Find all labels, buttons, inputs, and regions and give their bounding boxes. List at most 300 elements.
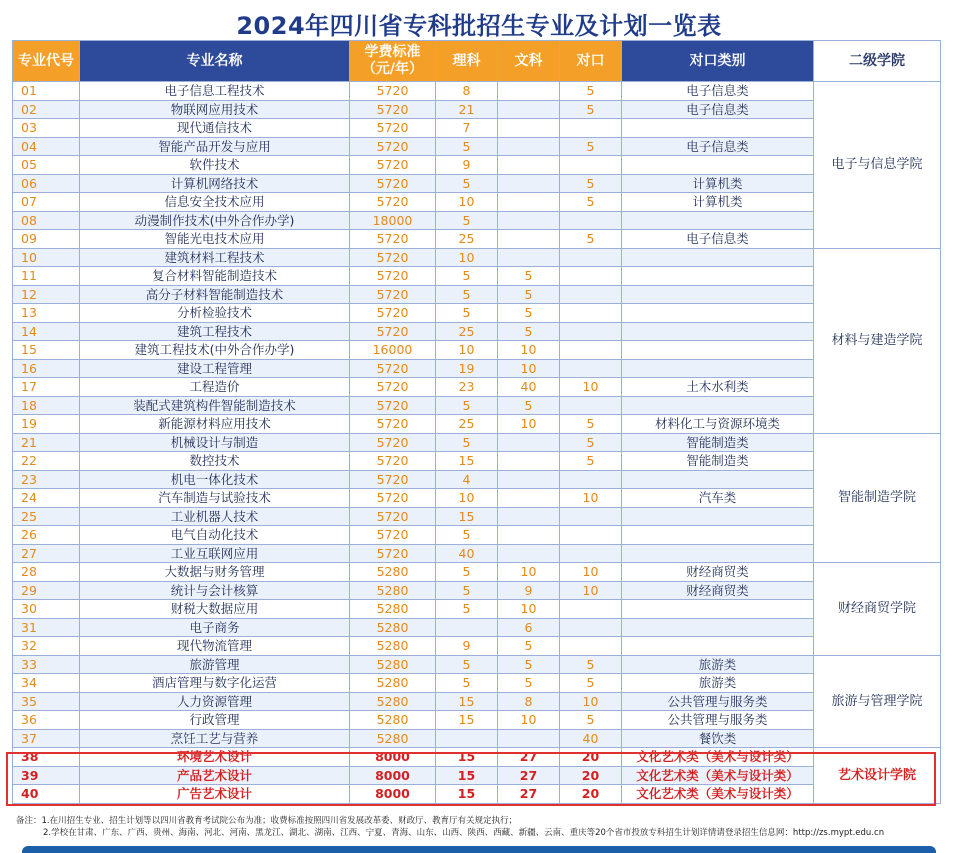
table-row (13, 581, 941, 600)
arts-cell: 6 (498, 618, 560, 637)
code-cell: 11 (13, 267, 80, 286)
vocational-cell: 20 (560, 766, 622, 785)
name-cell: 广告艺术设计 (80, 785, 350, 804)
science-cell: 5 (436, 563, 498, 582)
fee-cell: 5720 (350, 322, 436, 341)
science-cell: 8 (436, 82, 498, 101)
code-cell: 16 (13, 359, 80, 378)
arts-cell (498, 507, 560, 526)
name-cell: 建筑材料工程技术 (80, 248, 350, 267)
name-cell: 工业机器人技术 (80, 507, 350, 526)
arts-cell: 5 (498, 396, 560, 415)
science-cell: 5 (436, 211, 498, 230)
fee-cell: 5280 (350, 674, 436, 693)
category-cell: 电子信息类 (622, 82, 814, 101)
table-row (13, 470, 941, 489)
name-cell: 物联网应用技术 (80, 100, 350, 119)
science-cell: 15 (436, 711, 498, 730)
table-row (13, 267, 941, 286)
fee-cell: 5280 (350, 563, 436, 582)
name-cell: 建筑工程技术 (80, 322, 350, 341)
header-science: 理科 (436, 41, 498, 82)
science-cell: 25 (436, 230, 498, 249)
vocational-cell (560, 341, 622, 360)
name-cell: 工程造价 (80, 378, 350, 397)
vocational-cell: 10 (560, 581, 622, 600)
fee-cell: 5720 (350, 193, 436, 212)
arts-cell (498, 452, 560, 471)
arts-cell: 27 (498, 766, 560, 785)
college-cell: 智能制造学院 (814, 433, 941, 563)
vocational-cell (560, 211, 622, 230)
footer-bar (22, 846, 936, 853)
table-row (13, 156, 941, 175)
vocational-cell (560, 507, 622, 526)
category-cell (622, 267, 814, 286)
table-row (13, 193, 941, 212)
vocational-cell: 5 (560, 452, 622, 471)
vocational-cell (560, 304, 622, 323)
code-cell: 09 (13, 230, 80, 249)
table-row (13, 433, 941, 452)
table-row (13, 100, 941, 119)
code-cell: 01 (13, 82, 80, 101)
category-cell (622, 341, 814, 360)
name-cell: 建筑工程技术(中外合作办学) (80, 341, 350, 360)
name-cell: 人力资源管理 (80, 692, 350, 711)
table-row (13, 655, 941, 674)
fee-cell: 5720 (350, 248, 436, 267)
vocational-cell (560, 322, 622, 341)
table-row (13, 359, 941, 378)
name-cell: 智能产品开发与应用 (80, 137, 350, 156)
code-cell: 05 (13, 156, 80, 175)
code-cell: 17 (13, 378, 80, 397)
science-cell: 10 (436, 248, 498, 267)
science-cell: 5 (436, 396, 498, 415)
vocational-cell: 5 (560, 82, 622, 101)
fee-cell: 5720 (350, 174, 436, 193)
fee-cell: 5720 (350, 396, 436, 415)
fee-cell: 5720 (350, 267, 436, 286)
vocational-cell: 10 (560, 563, 622, 582)
science-cell: 5 (436, 600, 498, 619)
name-cell: 汽车制造与试验技术 (80, 489, 350, 508)
table-row (13, 322, 941, 341)
science-cell: 5 (436, 581, 498, 600)
category-cell: 文化艺术类（美术与设计类） (622, 785, 814, 804)
code-cell: 23 (13, 470, 80, 489)
science-cell: 15 (436, 766, 498, 785)
code-cell: 13 (13, 304, 80, 323)
table-header-row (13, 41, 941, 82)
fee-cell: 5720 (350, 470, 436, 489)
science-cell: 5 (436, 174, 498, 193)
arts-cell: 27 (498, 748, 560, 767)
science-cell: 5 (436, 304, 498, 323)
fee-cell: 5720 (350, 285, 436, 304)
category-cell (622, 396, 814, 415)
category-cell: 旅游类 (622, 655, 814, 674)
arts-cell: 5 (498, 304, 560, 323)
table-row (13, 378, 941, 397)
arts-cell: 5 (498, 285, 560, 304)
arts-cell: 10 (498, 341, 560, 360)
table-row (13, 396, 941, 415)
fee-cell: 5280 (350, 692, 436, 711)
category-cell: 财经商贸类 (622, 563, 814, 582)
name-cell: 旅游管理 (80, 655, 350, 674)
fee-cell: 8000 (350, 748, 436, 767)
arts-cell: 5 (498, 637, 560, 656)
table-row (13, 711, 941, 730)
table-row (13, 526, 941, 545)
category-cell (622, 156, 814, 175)
vocational-cell (560, 544, 622, 563)
science-cell: 15 (436, 692, 498, 711)
vocational-cell (560, 248, 622, 267)
code-cell: 07 (13, 193, 80, 212)
vocational-cell: 5 (560, 674, 622, 693)
table-row (13, 600, 941, 619)
name-cell: 大数据与财务管理 (80, 563, 350, 582)
category-cell: 智能制造类 (622, 452, 814, 471)
vocational-cell (560, 156, 622, 175)
arts-cell: 8 (498, 692, 560, 711)
code-cell: 39 (13, 766, 80, 785)
code-cell: 03 (13, 119, 80, 138)
category-cell: 文化艺术类（美术与设计类） (622, 766, 814, 785)
vocational-cell: 5 (560, 193, 622, 212)
vocational-cell: 5 (560, 433, 622, 452)
fee-cell: 5280 (350, 711, 436, 730)
arts-cell: 5 (498, 655, 560, 674)
header-vocational: 对口 (560, 41, 622, 82)
vocational-cell: 5 (560, 655, 622, 674)
arts-cell (498, 526, 560, 545)
name-cell: 智能光电技术应用 (80, 230, 350, 249)
fee-cell: 5720 (350, 378, 436, 397)
category-cell: 公共管理与服务类 (622, 692, 814, 711)
fee-cell: 5280 (350, 655, 436, 674)
fee-cell: 5720 (350, 489, 436, 508)
fee-cell: 5280 (350, 581, 436, 600)
code-cell: 06 (13, 174, 80, 193)
name-cell: 酒店管理与数字化运营 (80, 674, 350, 693)
science-cell: 19 (436, 359, 498, 378)
name-cell: 复合材料智能制造技术 (80, 267, 350, 286)
table-row (13, 304, 941, 323)
code-cell: 18 (13, 396, 80, 415)
code-cell: 29 (13, 581, 80, 600)
code-cell: 34 (13, 674, 80, 693)
science-cell: 9 (436, 637, 498, 656)
vocational-cell: 5 (560, 100, 622, 119)
fee-cell: 5720 (350, 156, 436, 175)
code-cell: 08 (13, 211, 80, 230)
table-row (13, 766, 941, 785)
table-row (13, 285, 941, 304)
vocational-cell (560, 526, 622, 545)
name-cell: 财税大数据应用 (80, 600, 350, 619)
fee-cell: 5720 (350, 452, 436, 471)
category-cell: 公共管理与服务类 (622, 711, 814, 730)
name-cell: 装配式建筑构件智能制造技术 (80, 396, 350, 415)
table-row (13, 544, 941, 563)
vocational-cell (560, 119, 622, 138)
category-cell: 电子信息类 (622, 137, 814, 156)
name-cell: 电子信息工程技术 (80, 82, 350, 101)
code-cell: 22 (13, 452, 80, 471)
name-cell: 环境艺术设计 (80, 748, 350, 767)
fee-cell: 5720 (350, 82, 436, 101)
name-cell: 烹饪工艺与营养 (80, 729, 350, 748)
category-cell: 旅游类 (622, 674, 814, 693)
header-fee: 学费标准（元/年） (350, 41, 436, 82)
name-cell: 软件技术 (80, 156, 350, 175)
arts-cell: 10 (498, 600, 560, 619)
fee-cell: 5280 (350, 600, 436, 619)
science-cell (436, 618, 498, 637)
science-cell: 5 (436, 674, 498, 693)
science-cell: 15 (436, 507, 498, 526)
code-cell: 25 (13, 507, 80, 526)
name-cell: 数控技术 (80, 452, 350, 471)
table-row (13, 563, 941, 582)
note-line-1: 备注：1.在川招生专业、招生计划等以四川省教育考试院公布为准；收费标准按照四川省发展改革委、财政厅、教育厅有关规定执行； (16, 816, 518, 826)
vocational-cell: 10 (560, 489, 622, 508)
science-cell: 4 (436, 470, 498, 489)
category-cell (622, 211, 814, 230)
arts-cell (498, 729, 560, 748)
notes (16, 815, 951, 839)
code-cell: 10 (13, 248, 80, 267)
name-cell: 机电一体化技术 (80, 470, 350, 489)
vocational-cell: 20 (560, 785, 622, 804)
name-cell: 新能源材料应用技术 (80, 415, 350, 434)
name-cell: 统计与会计核算 (80, 581, 350, 600)
table-row (13, 119, 941, 138)
table-row (13, 415, 941, 434)
science-cell: 7 (436, 119, 498, 138)
category-cell (622, 637, 814, 656)
fee-cell: 18000 (350, 211, 436, 230)
table-row (13, 341, 941, 360)
code-cell: 19 (13, 415, 80, 434)
science-cell (436, 729, 498, 748)
name-cell: 高分子材料智能制造技术 (80, 285, 350, 304)
category-cell: 餐饮类 (622, 729, 814, 748)
table-row (13, 618, 941, 637)
code-cell: 31 (13, 618, 80, 637)
code-cell: 32 (13, 637, 80, 656)
category-cell (622, 507, 814, 526)
science-cell: 5 (436, 267, 498, 286)
arts-cell: 10 (498, 359, 560, 378)
vocational-cell: 5 (560, 711, 622, 730)
name-cell: 机械设计与制造 (80, 433, 350, 452)
table-row (13, 748, 941, 767)
category-cell (622, 322, 814, 341)
arts-cell (498, 137, 560, 156)
category-cell: 财经商贸类 (622, 581, 814, 600)
vocational-cell (560, 285, 622, 304)
code-cell: 14 (13, 322, 80, 341)
arts-cell: 5 (498, 267, 560, 286)
fee-cell: 8000 (350, 766, 436, 785)
table-row (13, 211, 941, 230)
science-cell: 23 (436, 378, 498, 397)
table-row (13, 230, 941, 249)
name-cell: 电子商务 (80, 618, 350, 637)
table-row (13, 729, 941, 748)
arts-cell (498, 174, 560, 193)
name-cell: 动漫制作技术(中外合作办学) (80, 211, 350, 230)
vocational-cell: 5 (560, 137, 622, 156)
table-row (13, 137, 941, 156)
table-row (13, 692, 941, 711)
arts-cell: 5 (498, 674, 560, 693)
fee-cell: 5720 (350, 359, 436, 378)
table-body (13, 82, 941, 804)
arts-cell (498, 489, 560, 508)
vocational-cell (560, 359, 622, 378)
arts-cell (498, 82, 560, 101)
category-cell (622, 470, 814, 489)
college-cell: 材料与建造学院 (814, 248, 941, 433)
science-cell: 25 (436, 415, 498, 434)
code-cell: 28 (13, 563, 80, 582)
fee-cell: 5720 (350, 544, 436, 563)
table-row (13, 248, 941, 267)
category-cell (622, 119, 814, 138)
code-cell: 40 (13, 785, 80, 804)
category-cell (622, 618, 814, 637)
code-cell: 12 (13, 285, 80, 304)
name-cell: 行政管理 (80, 711, 350, 730)
table-row (13, 174, 941, 193)
note-line-2: 2.学校在甘肃、广东、广西、贵州、海南、河北、河南、黑龙江、湖北、湖南、江西、宁夏、青海、山东、山西、陕西、西藏、新疆、云南、重庆等20个省市投放专科招生计划详情请登录招生信息网：http://zs.mypt.edu.cn (43, 828, 885, 838)
code-cell: 35 (13, 692, 80, 711)
vocational-cell: 5 (560, 174, 622, 193)
vocational-cell: 10 (560, 378, 622, 397)
name-cell: 现代物流管理 (80, 637, 350, 656)
code-cell: 27 (13, 544, 80, 563)
fee-cell: 5720 (350, 526, 436, 545)
category-cell: 材料化工与资源环境类 (622, 415, 814, 434)
science-cell: 21 (436, 100, 498, 119)
science-cell: 9 (436, 156, 498, 175)
science-cell: 15 (436, 748, 498, 767)
name-cell: 建设工程管理 (80, 359, 350, 378)
science-cell: 5 (436, 655, 498, 674)
vocational-cell: 40 (560, 729, 622, 748)
category-cell (622, 359, 814, 378)
table-row (13, 785, 941, 804)
arts-cell (498, 544, 560, 563)
arts-cell (498, 433, 560, 452)
code-cell: 37 (13, 729, 80, 748)
college-cell: 电子与信息学院 (814, 82, 941, 249)
vocational-cell: 20 (560, 748, 622, 767)
name-cell: 电气自动化技术 (80, 526, 350, 545)
science-cell: 15 (436, 785, 498, 804)
arts-cell: 10 (498, 711, 560, 730)
vocational-cell (560, 600, 622, 619)
fee-cell: 8000 (350, 785, 436, 804)
fee-cell: 5280 (350, 637, 436, 656)
code-cell: 33 (13, 655, 80, 674)
table-row (13, 637, 941, 656)
science-cell: 40 (436, 544, 498, 563)
name-cell: 分析检验技术 (80, 304, 350, 323)
arts-cell: 27 (498, 785, 560, 804)
code-cell: 30 (13, 600, 80, 619)
vocational-cell: 5 (560, 415, 622, 434)
vocational-cell (560, 637, 622, 656)
code-cell: 26 (13, 526, 80, 545)
table-row (13, 452, 941, 471)
name-cell: 计算机网络技术 (80, 174, 350, 193)
science-cell: 5 (436, 433, 498, 452)
vocational-cell: 10 (560, 692, 622, 711)
name-cell: 工业互联网应用 (80, 544, 350, 563)
vocational-cell (560, 470, 622, 489)
fee-cell: 5280 (350, 729, 436, 748)
table-row (13, 507, 941, 526)
science-cell: 5 (436, 526, 498, 545)
fee-cell: 5720 (350, 119, 436, 138)
fee-cell: 5720 (350, 137, 436, 156)
code-cell: 02 (13, 100, 80, 119)
enrollment-plan-table (12, 40, 941, 804)
science-cell: 5 (436, 285, 498, 304)
table-row (13, 674, 941, 693)
vocational-cell (560, 267, 622, 286)
header-name: 专业名称 (80, 41, 350, 82)
college-cell: 旅游与管理学院 (814, 655, 941, 748)
code-cell: 36 (13, 711, 80, 730)
header-voc-category: 对口类别 (622, 41, 814, 82)
arts-cell (498, 156, 560, 175)
college-cell: 艺术设计学院 (814, 748, 941, 804)
category-cell (622, 304, 814, 323)
arts-cell: 10 (498, 563, 560, 582)
arts-cell: 10 (498, 415, 560, 434)
code-cell: 38 (13, 748, 80, 767)
category-cell (622, 544, 814, 563)
code-cell: 24 (13, 489, 80, 508)
arts-cell (498, 193, 560, 212)
table-row (13, 82, 941, 101)
fee-cell: 5720 (350, 100, 436, 119)
name-cell: 产品艺术设计 (80, 766, 350, 785)
fee-cell: 5280 (350, 618, 436, 637)
fee-cell: 16000 (350, 341, 436, 360)
table-row (13, 489, 941, 508)
category-cell (622, 600, 814, 619)
science-cell: 10 (436, 341, 498, 360)
header-code: 专业代号 (13, 41, 80, 82)
category-cell: 智能制造类 (622, 433, 814, 452)
arts-cell: 40 (498, 378, 560, 397)
category-cell: 电子信息类 (622, 100, 814, 119)
arts-cell (498, 248, 560, 267)
fee-cell: 5720 (350, 507, 436, 526)
science-cell: 10 (436, 489, 498, 508)
arts-cell (498, 230, 560, 249)
header-arts: 文科 (498, 41, 560, 82)
